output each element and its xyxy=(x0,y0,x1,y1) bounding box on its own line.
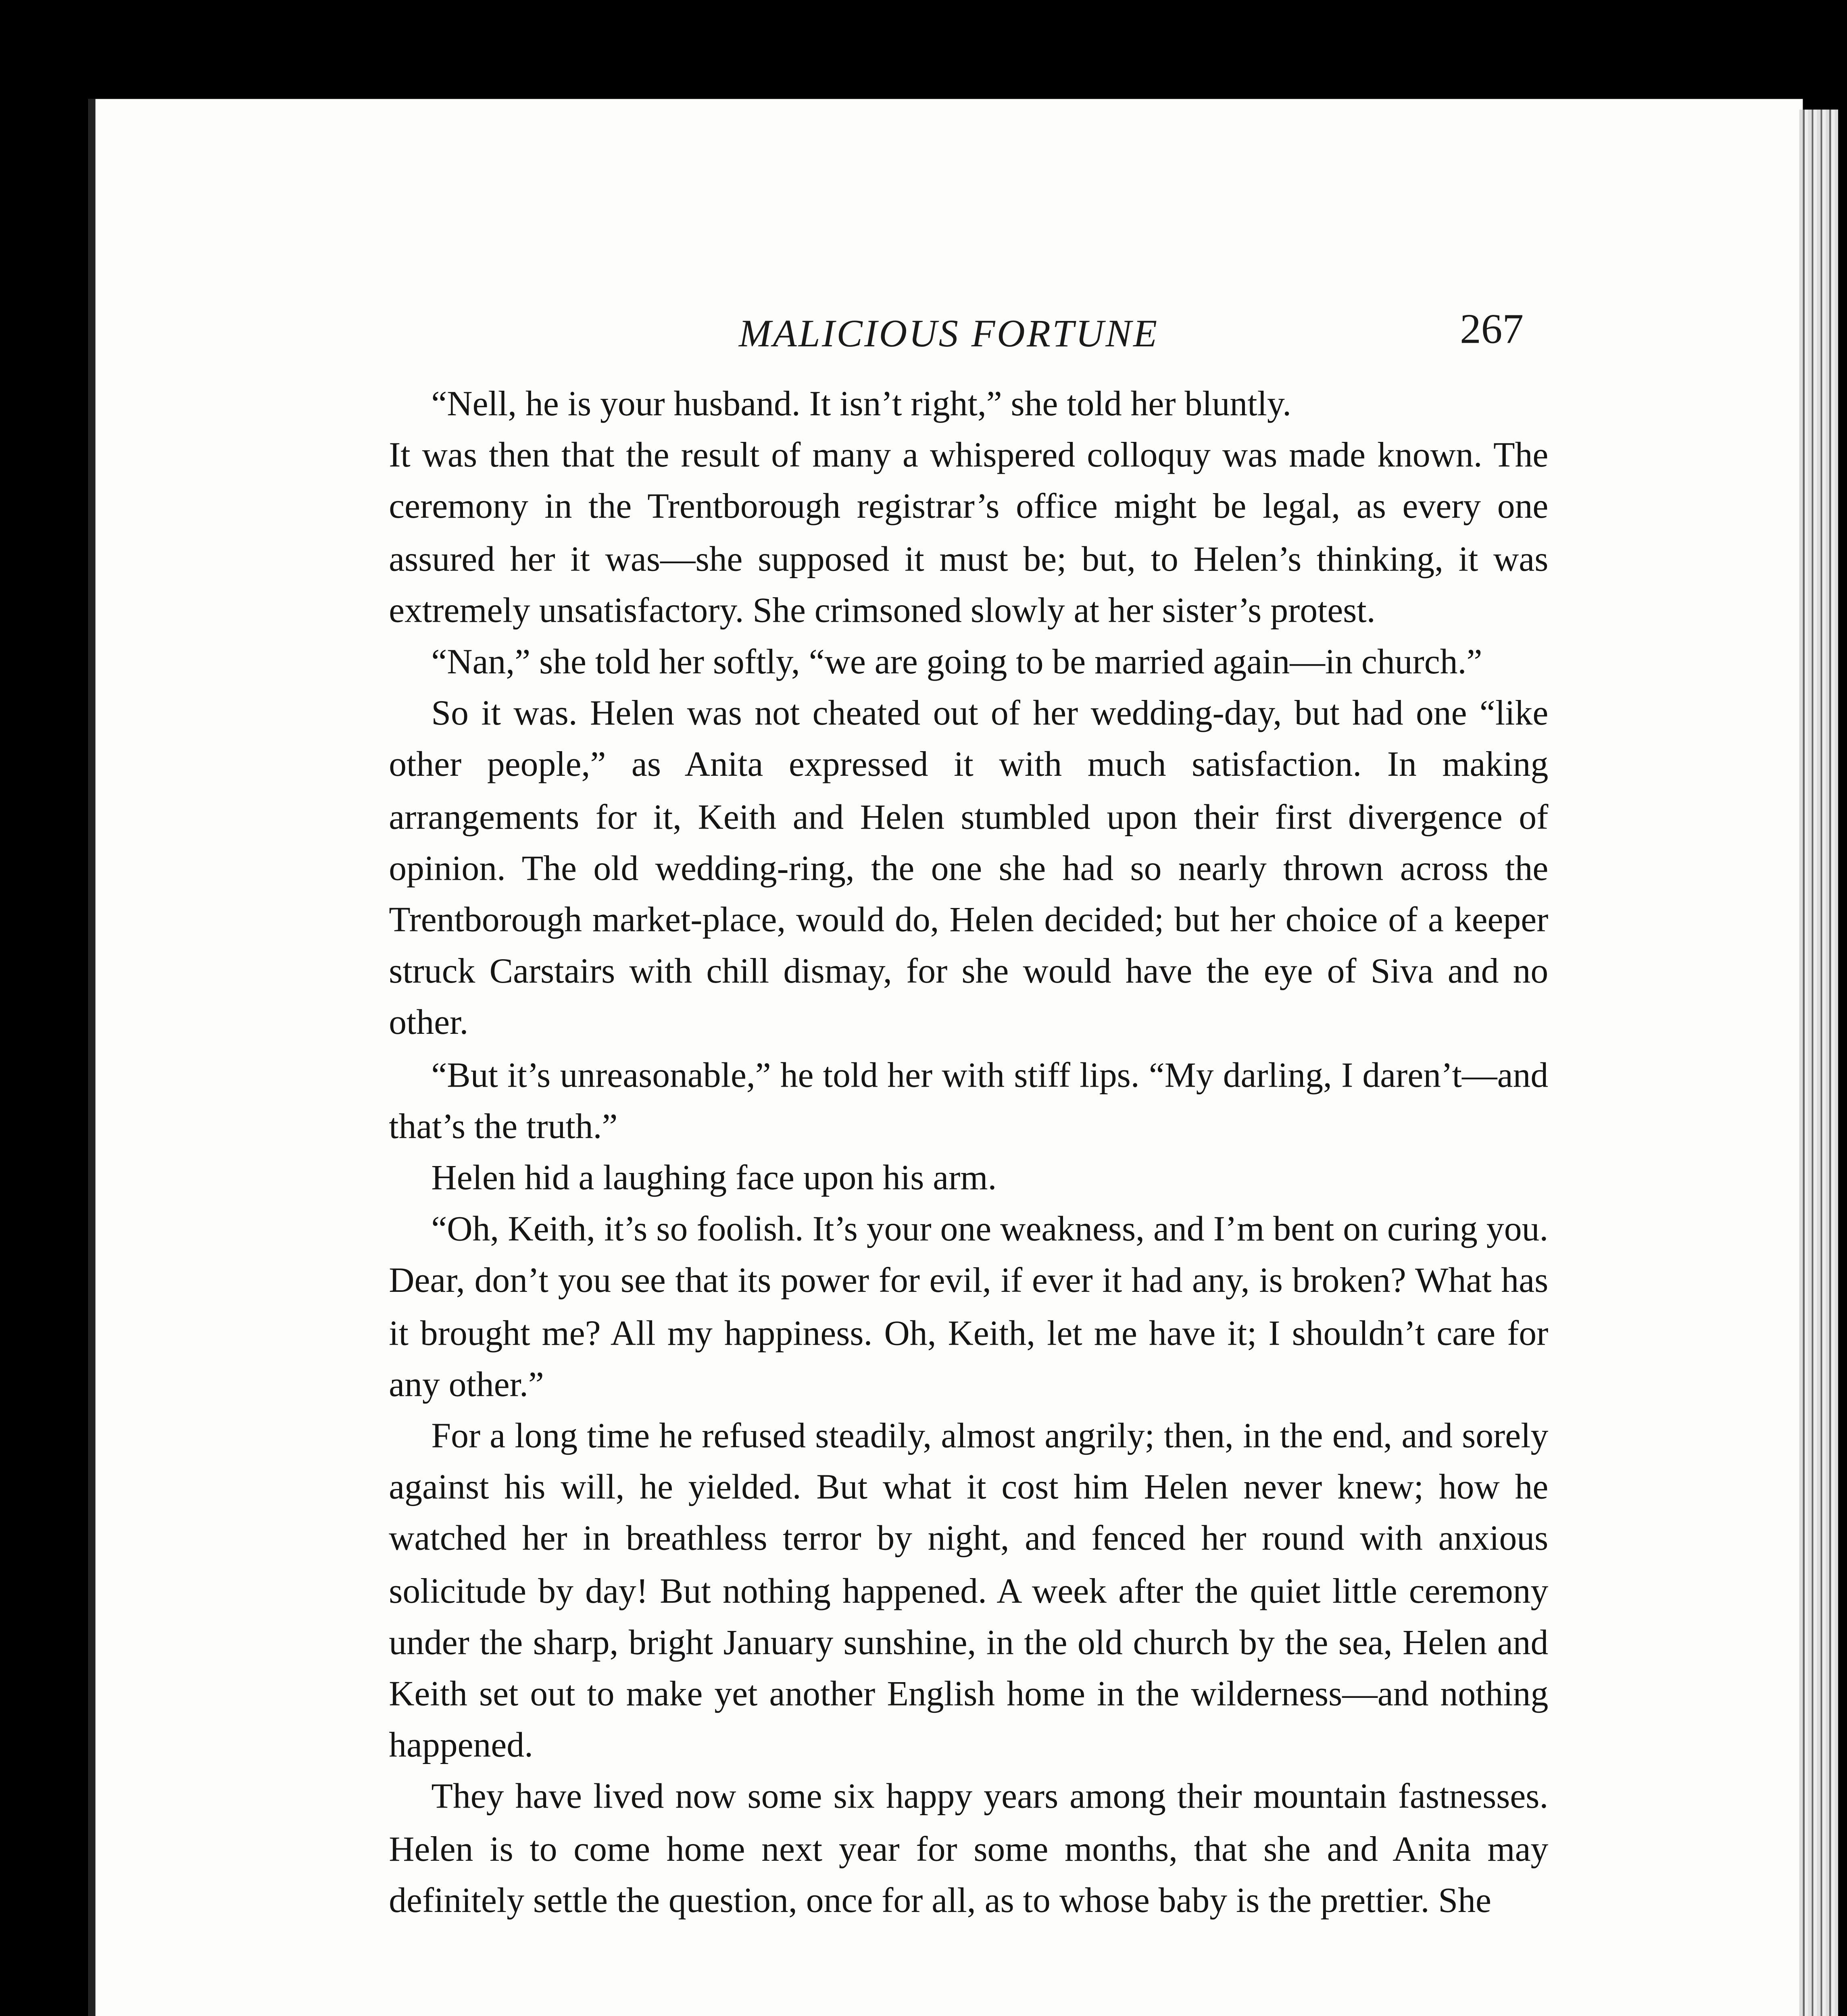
paragraph: For a long time he refused steadily, almost angrily; then, in the end, and sorely against his will, he yielded. But what it cost him Helen never knew; how he watched her in breathless terror by night, and fenced her round with anxious solicitude by day! But nothing happened. A week after the quiet little ceremony under the sharp, bright January sunshine, in the old church by the sea, Helen and Keith set out to make yet another English home in the wilderness—and nothing happened. xyxy=(389,1417,1549,1766)
paragraph: Helen hid a laughing face upon his arm. xyxy=(431,1159,997,1198)
paragraph: “Nan,” she told her softly, “we are going to be married again—in church.” xyxy=(431,643,1482,682)
paragraph: It was then that the result of many a whispered colloquy was made known. The ceremony in the Trentborough registrar’s office might be legal, as every one assured her it was—she supposed it must be; but, to Helen’s thinking, it was extremely unsatisfactory. She crimsoned slowly at her sister’s protest. xyxy=(389,437,1549,631)
book-page xyxy=(88,99,1803,2016)
running-head: MALICIOUS FORTUNE xyxy=(739,311,1159,355)
paragraph: “But it’s unreasonable,” he told her with stiff lips. “My darling, I daren’t—and that’s the truth.” xyxy=(389,1056,1549,1147)
paragraph: They have lived now some six happy years among their mountain fastnesses. Helen is to come home next year for some months, that she and Anita may definitely settle the question, once for all, as to whose baby is the prettier. She xyxy=(389,1779,1549,1921)
page-edge xyxy=(1799,110,1838,2016)
page-header xyxy=(96,307,1803,381)
paragraph: “Nell, he is your husband. It isn’t right,” she told her bluntly. xyxy=(431,385,1292,424)
paragraph: “Oh, Keith, it’s so foolish. It’s your one weakness, and I’m bent on curing you. Dear, don’t you see that its power for evil, if ever it had any, is broken? What has it brought me? All my happiness. Oh, Keith, let me have it; I shouldn’t care for any other.” xyxy=(389,1211,1549,1405)
page-number: 267 xyxy=(1460,307,1524,354)
paragraph: So it was. Helen was not cheated out of her wedding-day, but had one “like other people,” as Anita expressed it with much satisfaction. In making arrangements for it, Keith and Helen stumbled upon their first divergence of opinion. The old wedding-ring, the one she had so nearly thrown across the Trentborough market-place, would do, Helen decided; but her choice of a keeper struck Carstairs with chill dismay, for she would have the eye of Siva and no other. xyxy=(389,695,1549,1043)
body-text xyxy=(389,380,1548,1928)
